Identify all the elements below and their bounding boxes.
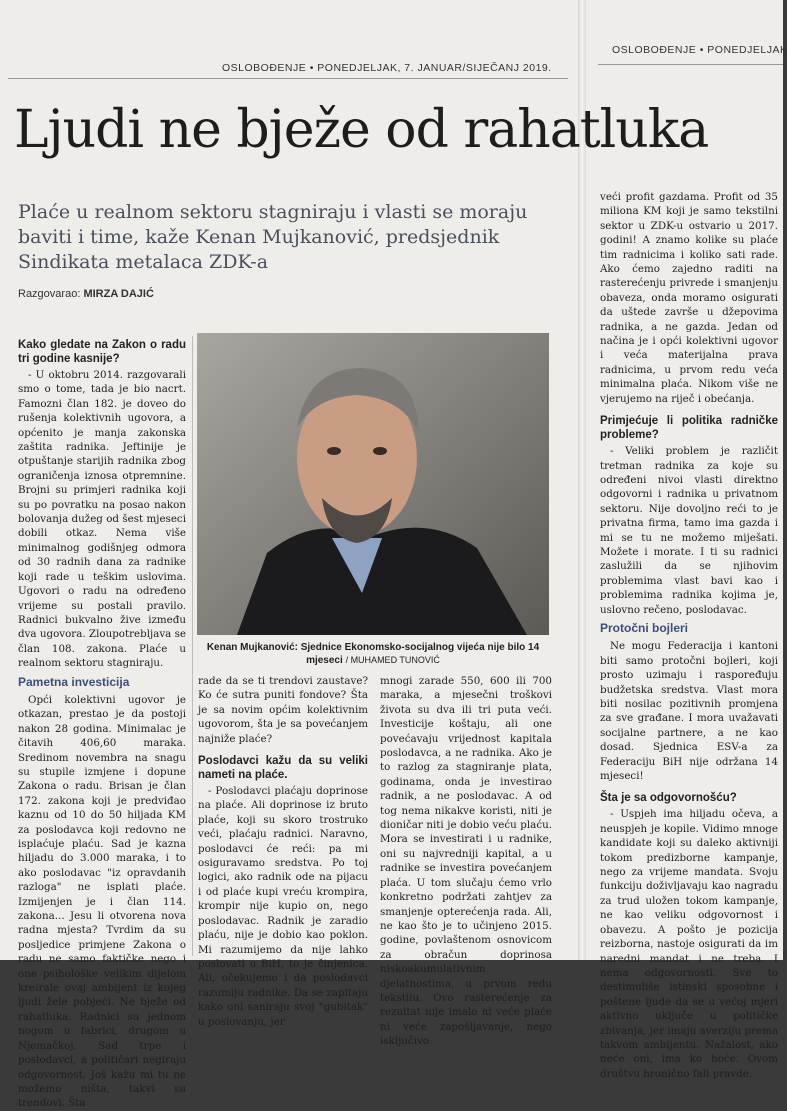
question-4: Šta je sa odgovornošću? [600,792,737,805]
page-header: OSLOBOĐENJE • PONEDJELJAK, 7. JANUAR/SIJEČANJ 2019. [222,62,552,74]
question-2: Poslodavci kažu da su veliki nameti na plaće. [198,755,368,782]
paragraph-5: Ne mogu Federacija i kantoni biti samo protočni bojleri, koji prosto uzimaju i raspoređuju budžetska sredstva. Vlast mora biti nosilac pozitivnih promjena za sve građane. I mora uvažavati socijalne partnere, a ne kao dosad. Sjednica ESV-a za Federaciju BiH nije održana 14 mjeseci! [600,640,778,783]
column-separator [192,336,193,956]
answer-1: - U oktobru 2014. razgovarali smo o tome, tada je bio nacrt. Famozni član 182. je doveo do rušenja kolektivnih ugovora, a općenito je manja zakonska zaštita radnika. Jeftinije je otpuštanje starijih radnika zbog ograničenja iznosa otpremnine. Brojni su primjeri radnika koji su po povratku na posao nakon bolovanja dužeg od šest mjeseci dobili otkaz. Nema više minimalnog godišnjeg odmora od 30 radnih dana za radnike koji rade u teškim uslovima. Ugovori o radu na određeno vrijeme su postali pravilo. Radnici bukvalno žive između dva ugovora. Zloupotrebljava se član 108. zakona. Plaće u realnom sektoru stagniraju. [18,369,186,670]
subhead-pametna: Pametna investicija [18,674,130,689]
column-1 [18,336,186,1111]
subhead-protocni: Protočni bojleri [600,620,689,635]
column-4 [600,190,778,1081]
byline-name: MIRZA DAJIĆ [83,288,154,300]
answer-4: - Uspjeh ima hiljadu očeva, a neuspjeh je kopile. Vidimo mnoge kandidate koji su daleko aktivniji tokom predizborne kampanje, nego za vrijeme mandata. Svoju funkciju doživljavaju kao nagradu za trud uložen tokom kampanje, ne kao veliku odgovornost i obavezu. A pošto je pozicija reizborna, nastoje osigurati da im naredni mandat i ne treba. I nema odgovornosti. Sve to destimuliše istinski sposobne i poštene ljude da se u većoj mjeri aktivno uključe u političke zbivanja, jer imaju averziju prema takvom ambijentu. Nažalost, ako neće oni, ima ko hoće. Ovom društvu hronično fali pravde. [600,808,778,1080]
header-rule [8,78,568,79]
question-1: Kako gledate na Zakon o radu tri godine kasnije? [18,339,186,365]
caption-text: Kenan Mujkanović: Sjednice Ekonomsko-socijalnog vijeća nije bilo 14 mjeseci [206,642,540,666]
headline: Ljudi ne bježe od rahatluka [14,100,709,160]
header-rule-right [598,64,783,65]
byline [18,288,154,300]
column-2 [198,674,368,1029]
paragraph-continued: rade da se ti trendovi zaustave? Ko će sutra puniti fondove? Šta je sa novim općim kolektivnim ugovorom, šta je sa povećanjem najniže plaće? [198,675,368,745]
byline-label: Razgovarao: [18,288,81,300]
interview-photo [197,333,549,635]
paragraph-3: mnogi zarade 550, 600 ili 700 maraka, a mjesečni troškovi života su dva ili tri puta veći. Investicije koštaju, ali one povećavaju vrijednost kapitala poslodavca, a ne radnika. Ako je to razlog za stagniranje plata, godinama, onda je investirao radnik, a ne poslodavac. A od tog nema nikakve koristi, niti je dioničar niti je dobio veću plaću. Mora se investirati i u radnike, oni su najvredniji kapital, a u radnike se investira povećanjem plaća. U tom slučaju ćemo vrlo konkretno podržati zahtjev za smanjenje opterećenja rada. Ali, ne kao što je to učinjeno 2015. godine, povlaštenom osnovicom za obračun doprinosa niskoakumulativnim djelatnostima, u prvom redu tekstilu. Ovo rasterećenje za rezultat nije imalo ni veće plaće ni veće zapošljavanje, nego isključivo [380,675,552,1048]
paragraph-4: veći profit gazdama. Profit od 35 miliona KM koji je samo tekstilni sektor u ZDK-u ostvario u 2017. godini! A znamo kolike su plaće tim radnicima i koliko sati rade. Ako ćemo zajedno raditi na rasterećenju privrede i smanjenju obaveza, onda moramo osigurati da uštede završe u džepovima radnika, a ne gazda. Jedan od načina je i opći kolektivni ugovor i veća materijalna prava radnicima, u prvom redu veća minimalna plaća. Nikom više ne vjerujemo na riječ i obećanja. [600,191,778,405]
page-header-right: OSLOBOĐENJE • PONEDJELJAK [612,44,787,56]
column-3 [380,674,552,1049]
question-3: Primjećuje li politika radničke probleme? [600,415,778,442]
deck: Plaće u realnom sektoru stagniraju i vlasti se moraju baviti i time, kaže Kenan Mujkanović, predsjednik Sindikata metalaca ZDK-a [18,201,528,273]
answer-2: - Poslodavci plaćaju doprinose na plaće. Ali doprinose iz bruto plaće, koji su skoro trostruko veći, plaćaju radnici. Naravno, poslodavci će reći: pa mi osiguravamo sredstva. Po toj logici, ako radnik ode na pijacu i od plaće kupi vreću krompira, krompir nije kupio on, nego poslodavac. Radnik je zaradio plaću, nije je dobio kao poklon. Mi razumijemo da nije lahko poslovati u BiH, to je činjenica. Ali, očekujemo i da poslodavci razumiju radnike. Da se zapitaju kako oni saniraju svoj "gubitak" u poslovanju, jer [198,785,368,1028]
paragraph-2: Opći kolektivni ugovor je otkazan, prestao je da postoji nakon 28 godina. Minimalac je čitavih 406,60 maraka. Sredinom novembra na snagu su stupile izmjene i dopune Zakona o radu. Brisan je član 172. zakona koji je predviđao kaznu od 10 do 50 hiljada KM za poslodavca koji redovno ne isplaćuje plaću. Sad je kazna hiljadu do 3.000 maraka, i to ako poslodavac "iz opravdanih razloga" ne isplati plaće. Izmijenjen je i član 114. zakona... Jesu li otvorena nova radna mjesta? Tvrdim da su posljedice primjene Zakona o radu ne samo faktičke nego i one psihološke velikim dijelom kreirale ovaj ambijent iz kojeg ljudi žele pobjeći. Ne bježe od rahatluka. Radnici su jednom nogom u fabrici, drugom u Njemačkoj. Sad trpe i poslodavci, a političari negiraju odgovornost. Još kažu mi tu ne možemo ništa, takvi su trendovi. Šta [18,693,186,1110]
portrait-illustration [197,333,549,635]
photo-caption [197,641,549,667]
photo-credit: / MUHAMED TUNOVIĆ [345,655,440,665]
answer-3: - Veliki problem je različit tretman radnika za koje su određeni nivoi vlasti direktno odgovorni i radnika u privatnom sektoru. Nije dovoljno reći to je privatna firma, tamo ima gazda i mi se tu ne možemo miješati. Možete i morate. I ti su radnici zaslužili da se njihovim problemima vlast bavi kao i problemima radnika kojima je, uslovno rečeno, poslodavac. [600,445,778,616]
